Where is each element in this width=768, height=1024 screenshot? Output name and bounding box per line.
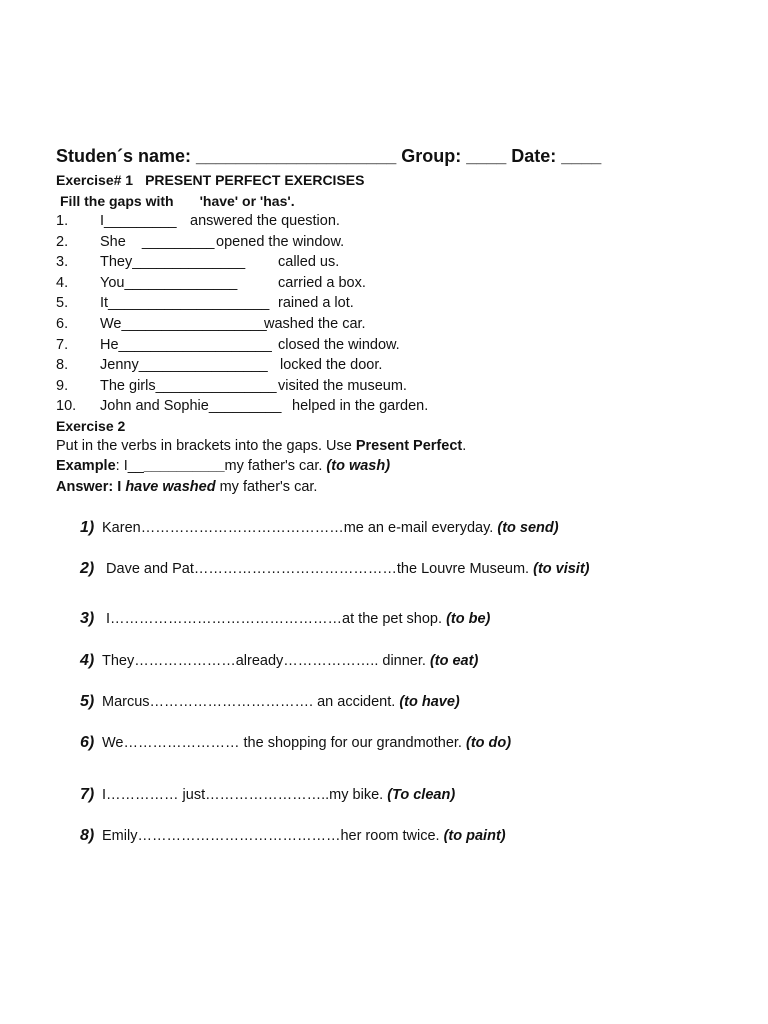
task-number: 8) — [80, 827, 95, 844]
list-item — [56, 252, 476, 273]
task-item[interactable] — [80, 786, 455, 804]
item-number: 8. — [56, 357, 69, 374]
exercise1-title — [56, 172, 364, 188]
list-item — [56, 232, 476, 253]
task-hint: (to eat) — [429, 653, 479, 669]
example-blank: __________ — [143, 458, 225, 474]
answer-rest: my father's car. — [215, 479, 318, 495]
list-item — [56, 293, 476, 314]
task-hint: (To clean) — [387, 787, 456, 803]
item-number: 5. — [56, 295, 69, 312]
item-subject-blank[interactable]: You______________ — [100, 274, 238, 291]
task-hint: (to paint) — [443, 828, 506, 844]
task-hint: (to visit) — [533, 561, 590, 577]
task-number: 3) — [80, 610, 95, 627]
task-text: We…………………… the shopping for our grandmother. — [102, 735, 466, 751]
task-number: 2) — [80, 560, 95, 577]
task-item[interactable] — [80, 734, 511, 752]
item-rest: answered the question. — [190, 213, 340, 229]
task-number: 7) — [80, 786, 95, 803]
item-number: 1. — [56, 213, 69, 229]
task-hint: (to do) — [466, 735, 512, 751]
task-number: 6) — [80, 734, 95, 751]
instruction-options: 'have' or 'has'. — [199, 193, 295, 209]
example-label: Example — [56, 458, 116, 474]
answer-line — [56, 479, 317, 495]
item-number: 9. — [56, 377, 69, 394]
item-number: 6. — [56, 316, 69, 332]
task-item[interactable] — [80, 610, 490, 628]
list-item — [56, 396, 476, 417]
student-info-header: Studen´s name: ____________________ Group: ____ Date: ____ — [56, 146, 602, 166]
item-number: 7. — [56, 336, 69, 353]
task-item[interactable] — [80, 560, 590, 578]
task-text: I…………………………………………at the pet shop. — [102, 611, 447, 627]
answer-subject: : I — [108, 479, 126, 495]
answer-verb: have washed — [125, 479, 216, 495]
exercise2-instruction — [56, 438, 466, 454]
task-number: 1) — [80, 519, 95, 536]
item-subject-blank[interactable]: We__________________ — [100, 316, 267, 332]
item-number: 2. — [56, 233, 69, 250]
exercise1-instruction — [60, 193, 295, 209]
item-rest: rained a lot. — [278, 295, 354, 312]
task-text: They…………………already……………….. dinner. — [102, 653, 430, 669]
item-subject-blank[interactable]: He___________________ — [100, 336, 272, 353]
item-number: 4. — [56, 274, 69, 291]
item-subject-blank[interactable]: I_________ — [100, 213, 177, 229]
answer-label: Answer — [56, 479, 109, 495]
list-item — [56, 211, 476, 232]
example-rest: my father's car. — [224, 458, 327, 474]
item-subject-blank[interactable]: The girls_______________ — [100, 377, 277, 394]
item-rest: locked the door. — [280, 357, 383, 374]
task-number: 5) — [80, 693, 95, 710]
example-line — [56, 458, 390, 474]
item-rest: visited the museum. — [278, 377, 407, 394]
item-subject-blank[interactable]: John and Sophie_________ — [100, 398, 282, 415]
list-item — [56, 273, 476, 294]
task-text: I…………… just……………………..my bike. — [102, 787, 388, 803]
task-item[interactable] — [80, 519, 559, 537]
example-subject: : I__ — [115, 458, 144, 474]
list-item — [56, 314, 476, 335]
task-number: 4) — [80, 652, 95, 669]
item-subject-blank[interactable]: She _________ — [100, 233, 215, 250]
item-subject-blank[interactable]: Jenny________________ — [100, 357, 268, 374]
list-item — [56, 376, 476, 397]
exercise1-number: Exercise# 1 — [56, 172, 134, 188]
task-hint: (to be) — [446, 611, 491, 627]
task-text: Dave and Pat……………………………………the Louvre Museum. — [102, 561, 534, 577]
item-rest: closed the window. — [278, 336, 400, 353]
item-rest: opened the window. — [216, 233, 345, 250]
item-rest: called us. — [278, 254, 340, 271]
task-hint: (to send) — [497, 520, 559, 536]
task-hint: (to have) — [399, 694, 460, 710]
instruction-text: Put in the verbs in brackets into the gaps. Use — [56, 438, 356, 454]
exercise1-heading: PRESENT PERFECT EXERCISES — [145, 172, 365, 188]
task-text: Karen……………………………………me an e-mail everyday. — [102, 520, 498, 536]
list-item — [56, 335, 476, 356]
item-subject-blank[interactable]: It____________________ — [100, 295, 270, 312]
task-item[interactable] — [80, 693, 460, 711]
task-item[interactable] — [80, 827, 506, 845]
task-text: Marcus……………………………. an accident. — [102, 694, 400, 710]
item-rest: helped in the garden. — [292, 398, 429, 415]
item-subject-blank[interactable]: They______________ — [100, 254, 246, 271]
list-item — [56, 355, 476, 376]
item-rest: carried a box. — [278, 274, 366, 291]
instruction-period: . — [462, 438, 467, 454]
exercise2-title: Exercise 2 — [56, 418, 126, 434]
item-number: 10. — [56, 398, 77, 415]
item-number: 3. — [56, 254, 69, 271]
instruction-text: Fill the gaps with — [60, 193, 174, 209]
task-item[interactable] — [80, 652, 478, 670]
instruction-tense: Present Perfect — [355, 438, 463, 454]
item-rest: washed the car. — [264, 316, 366, 332]
example-hint: (to wash) — [326, 458, 391, 474]
task-text: Emily……………………………………her room twice. — [102, 828, 444, 844]
